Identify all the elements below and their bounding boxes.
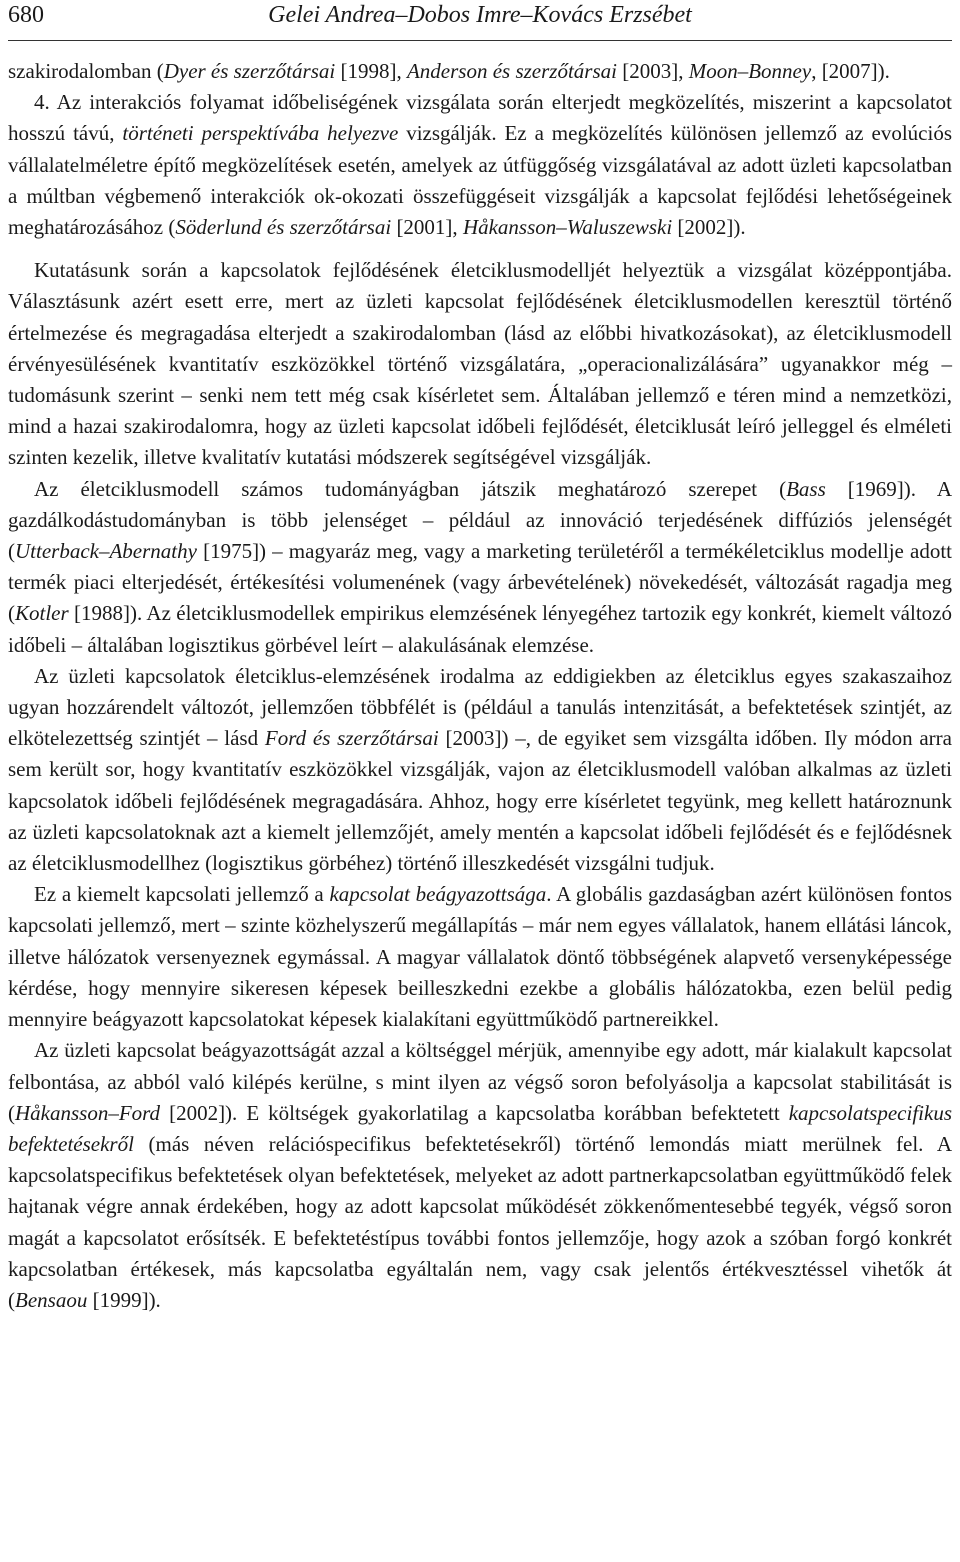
page-header: [8, 0, 952, 41]
paragraph-p2: [8, 87, 952, 243]
citation-italic: kapcsolat beágyazottsága: [329, 882, 547, 907]
paragraph-p7: [8, 1035, 952, 1316]
text-run: szakirodalomban (: [8, 59, 164, 83]
paragraph-p1: [8, 56, 952, 87]
text-run: , [2007]).: [811, 59, 890, 83]
citation-italic: Söderlund és szerzőtársai: [175, 215, 392, 240]
citation-italic: Kotler: [15, 601, 69, 626]
text-run: [1969]). A gazdálkodástudományban is több jelenséget – például az innováció terjedésének diffúziós jelenségét (: [8, 476, 952, 564]
paragraph-p4: [8, 474, 952, 661]
citation-italic: kapcsolatspecifikus befektetésekről: [8, 1100, 952, 1156]
text-run: (más néven relációspecifikus befektetésekről) történő lemondás miatt merülnek fel. A kapcsolatspecifikus befektetések olyan befektetések, melyeket az adott partnerkapcsolatban együttműködő felek hajtanak végre annak érdekében, hogy az adott kapcsolat működését zökkenőmentesebbé tegyék, végső soron magát a kapcsolatot erősítsék. E befektetéstípus további fontos jellemzője, hogy azok a szóban forgó konkrét kapcsolatban értékesek, más kapcsolatba egyáltalán nem, vagy csak jelentős értékvesztéssel vihetők át (: [8, 1131, 952, 1312]
text-run: Az üzleti kapcsolat beágyazottságát azzal a költséggel mérjük, amennyibe egy adott, már kialakult kapcsolat felbontása, az abból való kilépés kerülne, s mint ilyen az végső soron befolyásolja a kapcsolat stabilitását is (: [8, 1038, 952, 1125]
text-run: [2002]). E költségek gyakorlatilag a kapcsolatba korábban befektetett: [160, 1100, 789, 1125]
page-number: 680: [8, 2, 44, 28]
text-run: [2002]).: [672, 215, 746, 240]
running-head: Gelei Andrea–Dobos Imre–Kovács Erzsébet: [268, 2, 692, 28]
citation-italic: Ford és szerzőtársai: [264, 726, 439, 751]
text-run: . A globális gazdaságban azért különösen fontos kapcsolati jellemző, mert – szinte közhelyszerű megállapítás – már nem egyes vállalatok, hanem ellátási láncok, illetve hálózatok versenyeznek egymással. A magyar vállalatok döntő többségének alapvető versenyképessége kérdése, hogy mennyire sikeresen képesek beilleszkedni ezekbe a globális hálózatokba, ezen belül pedig mennyire beágyazott kapcsolatokat képesek kialakítani együttműködő partnereikkel.: [8, 882, 952, 1032]
text-run: Ez a kiemelt kapcsolati jellemző a: [34, 882, 330, 907]
text-run: Kutatásunk során a kapcsolatok fejlődésének életciklusmodelljét helyeztük a vizsgálat középpontjába. Választásunk azért esett erre, mert az üzleti kapcsolat fejlődésének életciklusmodellen keresztül történő értelmezése és megragadása elterjedt a szakirodalomban (lásd az előbbi hivatkozásokat), az életciklusmodell érvényesülésének kvantitatív eszközökkel történő vizsgálatára, „operacionalizálására” ugyanakkor még – tudomásunk szerint – senki nem tett még csak kísérletet sem. Általában jellemző e téren mind a nemzetközi, mind a hazai szakirodalomra, hogy az üzleti kapcsolat időbeli fejlődését, életciklusát leíró jelleggel és elméleti szinten kezelik, illetve kvalitatív kutatási módszerek segítségével vizsgálják.: [8, 258, 952, 470]
text-run: [1999]).: [87, 1287, 161, 1312]
text-run: [1988]). Az életciklusmodellek empirikus elemzésének lényegéhez tartozik egy konkrét, kiemelt változó időbeli – általában logisztikus görbével leírt – alakulásának elemzése.: [8, 601, 952, 657]
article-body: [8, 56, 952, 1316]
citation-italic: Håkansson–Waluszewski: [462, 215, 673, 240]
text-run: Az életciklusmodell számos tudományágban játszik meghatározó szerepet (: [34, 476, 787, 501]
citation-italic: Håkansson–Ford: [15, 1100, 161, 1125]
text-run: [2001],: [391, 215, 463, 240]
paragraph-p3: [8, 255, 952, 473]
text-run: Az üzleti kapcsolatok életciklus-elemzésének irodalma az eddigiekben az életciklus egyes szakaszaihoz ugyan hozzárendelt változót, jellemzően többfélét is (például a tanulás intenzitását, a befektetések szintjét, az elkötelezettség szintjét – lásd: [8, 663, 952, 751]
citation-italic: Utterback–Abernathy: [15, 539, 197, 564]
citation-italic: Anderson és szerzőtársai: [406, 59, 617, 83]
text-run: vizsgálják. Ez a megközelítés különösen jellemző az evolúciós vállalatelméletre építő megközelítések esetén, amelyek az útfüggőség vizsgálatával az adott üzleti kapcsolatban a múltban végbemenő interakciók ok-okozati összefüggéseit vizsgálják a kapcsolat fejlődési lehetőségeinek meghatározásához (: [8, 121, 953, 240]
text-run: [1998],: [335, 59, 407, 83]
text-run: [1975]) – magyaráz meg, vagy a marketing területéről a termékéletciklus modellje adott termék piaci elterjedését, értékesítési volumenének (vagy árbevételének) növekedését, változását ragadja meg (: [8, 539, 952, 626]
citation-italic: Bass: [786, 476, 826, 501]
text-run: [2003],: [616, 59, 689, 83]
paragraph-p5: [8, 661, 952, 879]
paragraph-p6: [8, 879, 952, 1035]
text-run: 4. Az interakciós folyamat időbeliségének vizsgálata során elterjedt megközelítés, miszerint a kapcsolatot hosszú távú,: [8, 90, 952, 146]
citation-italic: Dyer és szerzőtársai: [163, 59, 336, 83]
text-run: [2003]) –, de egyiket sem vizsgálta időben. Ily módon arra sem került sor, hogy kvantitatív eszközökkel vizsgálják, vajon az életciklusmodell valóban alkalmas az üzleti kapcsolatok időbeli fejlődésének megragadására. Ahhoz, hogy erre kísérletet tegyünk, meg kellett határoznunk az üzleti kapcsolatoknak azt a kiemelt jellemzőjét, amely mentén a kapcsolat időbeli fejlődését és e fejlődésnek az életciklusmodellhez (logisztikus görbéhez) történő illeszkedését vizsgálni tudjuk.: [8, 726, 952, 876]
citation-italic: Bensaou: [15, 1287, 88, 1312]
citation-italic: Moon–Bonney: [688, 59, 812, 83]
citation-italic: történeti perspektívába helyezve: [122, 121, 399, 146]
